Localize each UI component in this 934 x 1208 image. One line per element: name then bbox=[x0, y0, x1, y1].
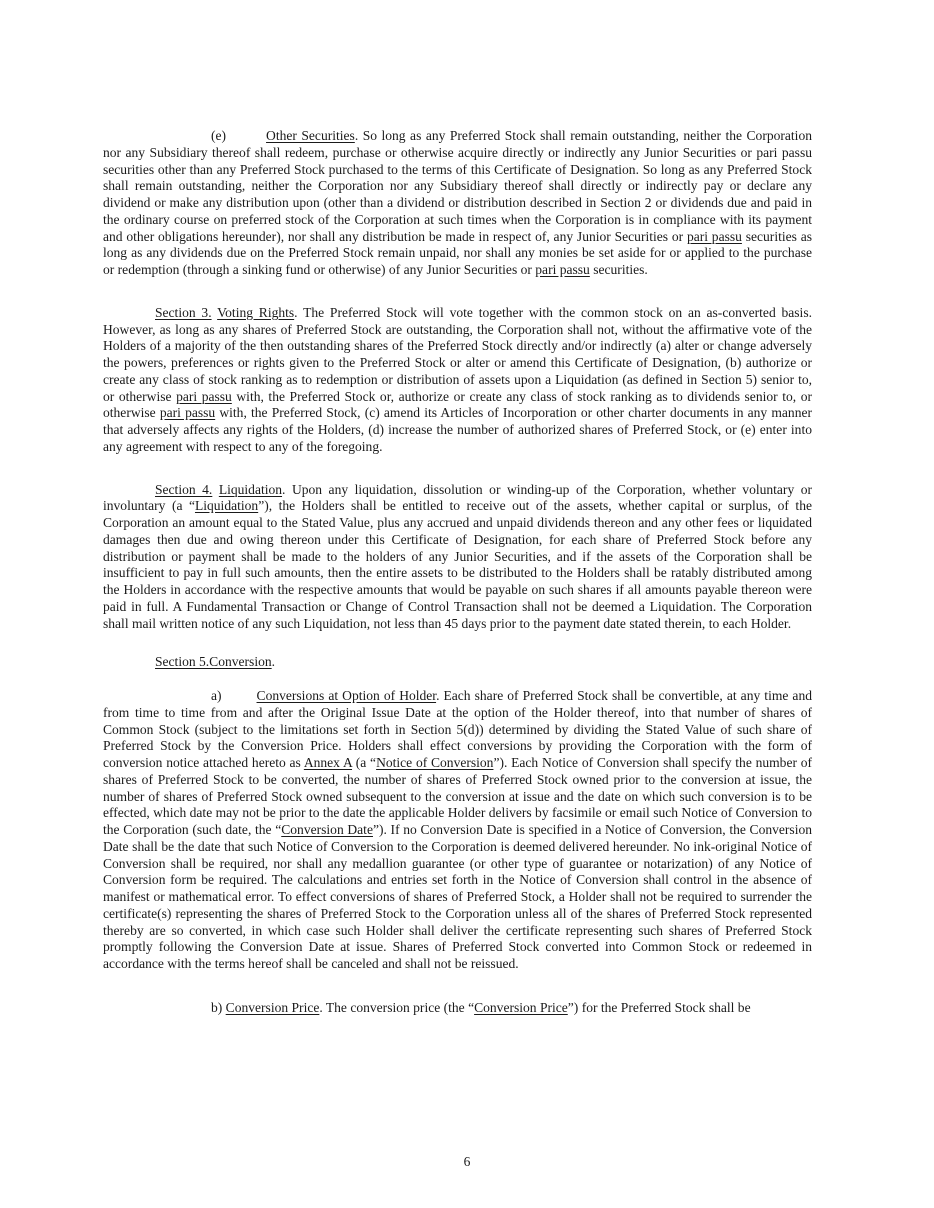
text-run: ”). If no Conversion Date is specified in a Notice of Conversion, the Conversion Date shall be the date that such Notice of Conversion to the Corporation is deemed delivered hereunder. No ink-original Notice of Conversion shall be required, nor shall any medallion guarantee (or other type of guarantee or notarization) of any Notice of Conversion form be required. The calculations and entries set forth in the Notice of Conversion shall control in the absence of manifest or mathematical error. To effect conversions of shares of Preferred Stock, a Holder shall not be required to surrender the certificate(s) representing the shares of Preferred Stock to the Corporation unless all of the shares of Preferred Stock represented thereby are so converted, in which case such Holder shall deliver the certificate representing such shares of Preferred Stock promptly following the Conversion Date at issue. Shares of Preferred Stock converted into Common Stock or redeemed in accordance with the terms hereof shall be canceled and shall not be reissued. bbox=[103, 822, 813, 971]
document-page bbox=[103, 128, 812, 1017]
text-run: ”) for the Preferred Stock shall be bbox=[567, 999, 751, 1015]
text-run: a) bbox=[211, 688, 222, 703]
text-run: . Upon any liquidation, dissolution or winding-up of the Corporation, whether voluntary or involuntary (a “ bbox=[103, 481, 813, 514]
text-run: . bbox=[271, 654, 276, 670]
paragraph-other-securities bbox=[103, 128, 812, 279]
text-run: (a “ bbox=[352, 755, 377, 770]
page-number: 6 bbox=[463, 1154, 471, 1169]
text-run: securities. bbox=[589, 262, 648, 277]
paragraph-conversions-at-option-of-holder bbox=[103, 688, 812, 973]
underlined-term: Conversion Date bbox=[281, 822, 373, 837]
underlined-term: Annex A bbox=[303, 755, 353, 770]
underlined-term: Voting Rights bbox=[217, 304, 295, 320]
underlined-term: Section 5.Conversion bbox=[155, 654, 272, 670]
underlined-term: Section 3. bbox=[155, 304, 212, 320]
text-run: . The conversion price (the “ bbox=[319, 999, 475, 1015]
text-run: with, the Preferred Stock, (c) amend its Articles of Incorporation or other charter documents in any manner that adversely affects any rights of the Holders, (d) increase the number of authorized shares of Preferred Stock, or (e) enter into any agreement with respect to any of the foregoing. bbox=[103, 405, 812, 454]
text-run: . Each share of Preferred Stock shall be convertible, at any time and from time to time from and after the Original Issue Date at the option of the Holder thereof, into that number of shares of Common Stock (subject to the limitations set forth in Section 5(d)) determined by dividing the Stated Value of such share of Preferred Stock by the Conversion Price. Holders shall effect conversions by providing the Corporation with the form of conversion notice attached hereto as bbox=[103, 688, 812, 770]
underlined-term: Liquidation bbox=[218, 481, 283, 497]
underlined-term: Other Securities bbox=[266, 128, 355, 143]
underlined-term: Section 4. bbox=[155, 481, 213, 497]
text-run: securities as long as any dividends due on the Preferred Stock remain unpaid, nor shall any monies be set aside for or applied to the purchase or redemption (through a sinking fund or otherwise) of any Junior Securities or bbox=[103, 228, 812, 277]
underlined-term: Conversion Price bbox=[225, 999, 320, 1015]
text-run: ”), the Holders shall be entitled to receive out of the assets, whether capital or surplus, of the Corporation an amount equal to the Stated Value, plus any accrued and unpaid dividends thereon and any other fees or liquidated damages then due and owing thereon under this Certificate of Designation, for each share of Preferred Stock before any distribution or payment shall be made to the holders of any Junior Securities, and if the assets of the Corporation shall be insufficient to pay in full such amounts, then the entire assets to be distributed to the Holders shall be ratably distributed among the Holders in accordance with the respective amounts that would be payable on such shares if all amounts payable thereon were paid in full. A Fundamental Transaction or Change of Control Transaction shall not be deemed a Liquidation. The Corporation shall mail written notice of any such Liquidation, not less than 45 days prior to the payment date stated therein, to each Holder. bbox=[103, 498, 812, 631]
text-run: . So long as any Preferred Stock shall remain outstanding, neither the Corporation nor any Subsidiary thereof shall redeem, purchase or otherwise acquire directly or indirectly any Junior Securities or pari passu securities other than any Preferred Stock purchased to the terms of this Certificate of Designation. So long as any Preferred Stock shall remain outstanding, neither the Corporation nor any Subsidiary thereof shall directly or indirectly pay or declare any dividend or make any distribution upon (other than a dividend or distribution described in Section 2 or dividends due and paid in the ordinary course on preferred stock of the Corporation at such times when the Corporation is in compliance with its payment and other obligations hereunder), nor shall any distribution be made in respect of, any Junior Securities or bbox=[103, 128, 812, 244]
underlined-term: pari passu bbox=[535, 262, 590, 277]
heading-section-5-conversion bbox=[103, 654, 812, 671]
paragraph-section-3-voting-rights bbox=[103, 305, 812, 456]
underlined-term: pari passu bbox=[176, 388, 232, 404]
text-run: b) bbox=[211, 999, 226, 1015]
text-run: ”). Each Notice of Conversion shall specify the number of shares of Preferred Stock to be converted, the number of shares of Preferred Stock owned prior to the conversion at issue, the number of shares of Preferred Stock owned subsequent to the conversion at issue and the date on which such conversion is to be effected, which date may not be prior to the date the applicable Holder delivers by facsimile or email such Notice of Conversion to the Corporation (such date, the “ bbox=[103, 755, 813, 837]
text-run: with, the Preferred Stock or, authorize or create any class of stock ranking as to dividends senior to, or otherwise bbox=[103, 388, 812, 421]
underlined-term: Conversion Price bbox=[474, 999, 568, 1015]
underlined-term: Conversions at Option of Holder bbox=[256, 688, 437, 703]
underlined-term: Notice of Conversion bbox=[376, 755, 494, 770]
underlined-term: pari passu bbox=[159, 405, 216, 421]
underlined-term: pari passu bbox=[686, 228, 742, 244]
paragraph-conversion-price bbox=[103, 1000, 812, 1017]
text-run: (e) bbox=[211, 128, 227, 143]
underlined-term: Liquidation bbox=[194, 498, 259, 514]
paragraph-section-4-liquidation bbox=[103, 482, 812, 633]
text-run: . The Preferred Stock will vote together with the common stock on an as-converted basis. However, as long as any shares of Preferred Stock are outstanding, the Corporation shall not, without the affirmative vote of the Holders of a majority of the then outstanding shares of the Preferred Stock directly and/or indirectly (a) alter or change adversely the powers, preferences or rights given to the Preferred Stock or alter or amend this Certificate of Designation, (b) authorize or create any class of stock ranking as to redemption or distribution of assets upon a Liquidation (as defined in Section 5) senior to, or otherwise bbox=[103, 304, 812, 404]
